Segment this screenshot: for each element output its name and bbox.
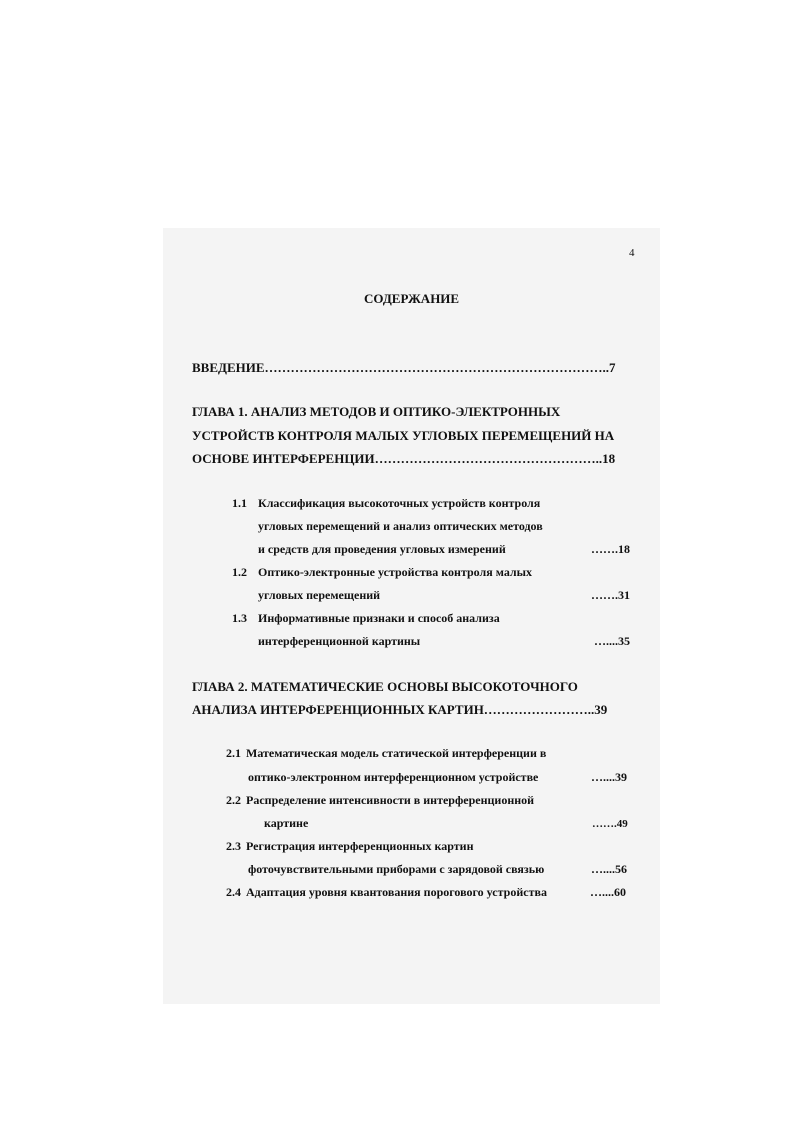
section-2-4-number: 2.4 — [226, 885, 241, 899]
section-2-2-page: …….49 — [592, 818, 628, 830]
section-2-3-line2[interactable]: фоточувствительными приборами с зарядовой связью — [248, 862, 545, 876]
section-1-2-number: 1.2 — [232, 565, 247, 579]
section-2-3-page: …....56 — [591, 862, 627, 876]
chapter1-heading-line2[interactable]: УСТРОЙСТВ КОНТРОЛЯ МАЛЫХ УГЛОВЫХ ПЕРЕМЕЩЕНИЙ НА — [192, 428, 615, 443]
section-1-1-line3[interactable]: и средств для проведения угловых измерений — [258, 542, 506, 556]
section-2-3-line1[interactable]: Регистрация интерференционных картин — [246, 839, 474, 853]
section-1-1-line1[interactable]: Классификация высокоточных устройств контроля — [258, 496, 541, 510]
section-2-4-line1[interactable]: Адаптация уровня квантования порогового устройства — [246, 885, 547, 899]
chapter2-heading-line1[interactable]: ГЛАВА 2. МАТЕМАТИЧЕСКИЕ ОСНОВЫ ВЫСОКОТОЧНОГО — [192, 679, 578, 694]
section-2-2-line1[interactable]: Распределение интенсивности в интерференционной — [246, 793, 535, 807]
page-number: 4 — [629, 247, 635, 259]
section-2-1-page: …....39 — [591, 770, 627, 784]
chapter1-heading-line1[interactable]: ГЛАВА 1. АНАЛИЗ МЕТОДОВ И ОПТИКО-ЭЛЕКТРОННЫХ — [192, 404, 561, 419]
section-1-1-line2[interactable]: угловых перемещений и анализ оптических методов — [258, 519, 543, 533]
section-2-2-line2[interactable]: картине — [264, 816, 309, 830]
section-1-2-page: …….31 — [591, 588, 630, 602]
toc-intro[interactable]: ВВЕДЕНИЕ……………………………………………………………………..7 — [192, 360, 616, 375]
chapter2-heading-line2[interactable]: АНАЛИЗА ИНТЕРФЕРЕНЦИОННЫХ КАРТИН……………………..39 — [192, 702, 608, 717]
section-1-3-line1[interactable]: Информативные признаки и способ анализа — [258, 611, 500, 625]
section-1-2-line1[interactable]: Оптико-электронные устройства контроля малых — [258, 565, 533, 579]
section-1-2-line2[interactable]: угловых перемещений — [258, 588, 381, 602]
section-1-1-number: 1.1 — [232, 496, 247, 510]
section-1-3-page: …....35 — [594, 634, 630, 648]
section-1-3-number: 1.3 — [232, 611, 247, 625]
chapter1-heading-line3[interactable]: ОСНОВЕ ИНТЕРФЕРЕНЦИИ……………………………………………..18 — [192, 451, 616, 466]
section-1-3-line2[interactable]: интерференционной картины — [258, 634, 421, 648]
section-2-4-page: …....60 — [590, 885, 626, 899]
section-2-1-number: 2.1 — [226, 746, 241, 760]
page-title: СОДЕРЖАНИЕ — [364, 291, 460, 306]
section-1-1-page: …….18 — [591, 542, 630, 556]
section-2-2-number: 2.2 — [226, 793, 241, 807]
section-2-1-line1[interactable]: Математическая модель статической интерференции в — [246, 746, 547, 760]
section-2-1-line2[interactable]: оптико-электронном интерференционном устройстве — [248, 770, 539, 784]
section-2-3-number: 2.3 — [226, 839, 241, 853]
